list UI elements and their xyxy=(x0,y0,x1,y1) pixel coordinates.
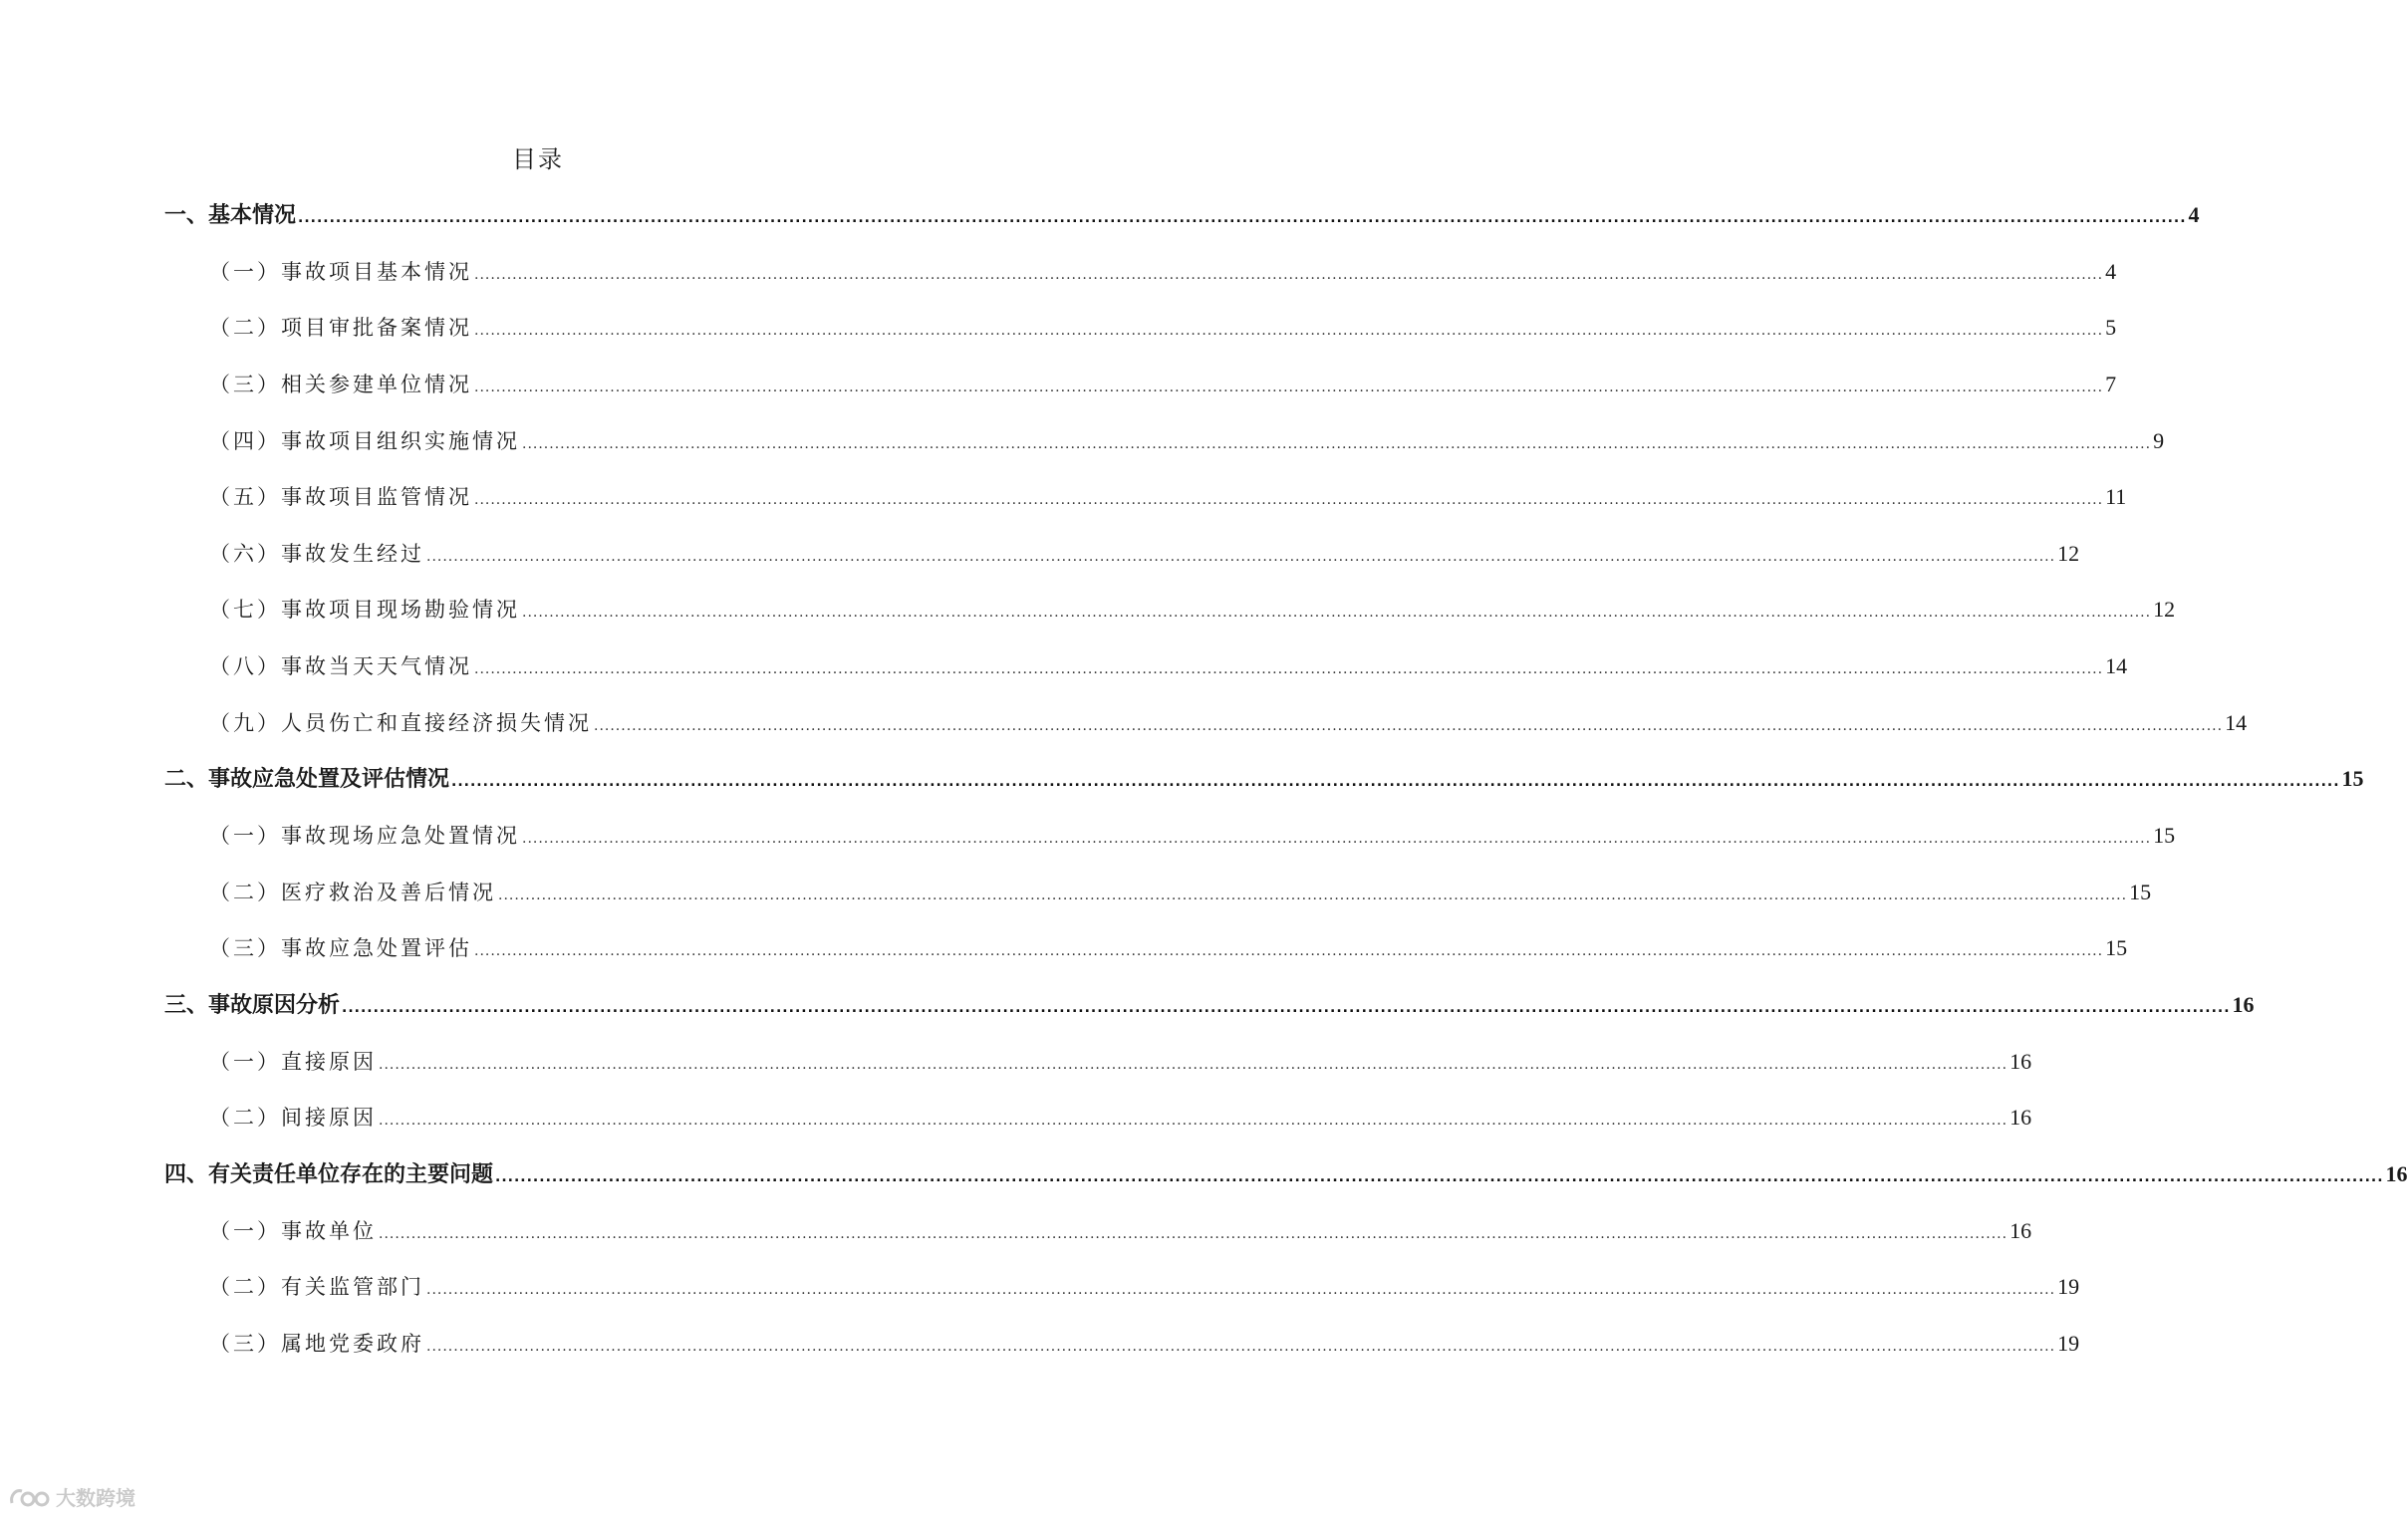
toc-section-entry[interactable] xyxy=(164,195,2200,252)
toc-leader-dots: ............................................................................................................................................................................................................................................................................................................ xyxy=(522,605,2152,622)
toc-leader-dots: ............................................................................................................................................................................................................................................................................................................ xyxy=(474,379,2104,395)
toc-page-number: 4 xyxy=(2188,202,2200,227)
toc-entry-text: （八）事故当天天气情况 xyxy=(209,654,472,679)
toc-subsection-entry[interactable] xyxy=(164,1042,2032,1099)
toc-entry-text: （一）直接原因 xyxy=(209,1049,377,1074)
toc-entry-text: 二、事故应急处置及评估情况 xyxy=(164,767,450,793)
toc-leader-dots: ............................................................................................................................................................................................................................................................................................................ xyxy=(594,717,2224,734)
toc-leader-dots: ............................................................................................................................................................................................................................................................................................................ xyxy=(426,1338,2056,1355)
toc-page-number: 12 xyxy=(2057,540,2080,566)
toc-page-number: 15 xyxy=(2153,823,2176,849)
toc-entry-text: （三）事故应急处置评估 xyxy=(209,936,472,961)
toc-leader-dots: ............................................................................................................................................................................................................................................................................................................ xyxy=(474,266,2104,283)
toc-entry-text: （二）项目审批备案情况 xyxy=(209,316,472,341)
toc-page-number: 5 xyxy=(2105,315,2117,341)
toc-subsection-entry[interactable] xyxy=(164,1324,2080,1381)
toc-page-number: 16 xyxy=(2009,1217,2032,1243)
toc-page-number: 19 xyxy=(2057,1274,2080,1300)
toc-entry-text: （一）事故单位 xyxy=(209,1218,377,1243)
toc-leader-dots: ............................................................................................................................................................................................................................................................................................................ xyxy=(451,774,2340,791)
toc-section-entry[interactable] xyxy=(164,1154,2408,1211)
toc-entry-text: （二）医疗救治及善后情况 xyxy=(209,880,496,904)
toc-subsection-entry[interactable] xyxy=(164,308,2117,365)
toc-leader-dots: ............................................................................................................................................................................................................................................................................................................ xyxy=(474,492,2104,509)
toc-leader-dots: ............................................................................................................................................................................................................................................................................................................ xyxy=(522,831,2152,848)
toc-page-number: 15 xyxy=(2341,766,2364,792)
toc-leader-dots: ............................................................................................................................................................................................................................................................................................................ xyxy=(379,1056,2008,1073)
toc-leader-dots: ............................................................................................................................................................................................................................................................................................................ xyxy=(298,210,2187,226)
toc-page-number: 16 xyxy=(2385,1160,2408,1186)
toc-leader-dots: ............................................................................................................................................................................................................................................................................................................ xyxy=(342,999,2231,1016)
toc-page-number: 4 xyxy=(2105,258,2117,284)
watermark xyxy=(8,1482,135,1511)
watermark-text: 大数跨境 xyxy=(56,1486,135,1510)
toc-leader-dots: ............................................................................................................................................................................................................................................................................................................ xyxy=(426,548,2056,565)
toc-subsection-entry[interactable] xyxy=(164,252,2117,309)
toc-page-number: 16 xyxy=(2009,1048,2032,1074)
toc-page-number: 7 xyxy=(2105,371,2117,396)
toc-page-number: 15 xyxy=(2105,935,2128,961)
brand-logo-icon xyxy=(8,1485,52,1509)
toc-entry-text: （七）事故项目现场勘验情况 xyxy=(209,598,520,623)
toc-title: 目录 xyxy=(512,145,564,173)
toc-entry-text: 一、基本情况 xyxy=(164,203,297,228)
toc-entry-text: （三）相关参建单位情况 xyxy=(209,372,472,396)
toc-leader-dots: ............................................................................................................................................................................................................................................................................................................ xyxy=(474,943,2104,960)
toc-entry-text: （三）属地党委政府 xyxy=(209,1331,424,1356)
toc-subsection-entry[interactable] xyxy=(164,1267,2080,1324)
toc-leader-dots: ............................................................................................................................................................................................................................................................................................................ xyxy=(498,887,2128,903)
toc-entry-text: （六）事故发生经过 xyxy=(209,541,424,566)
toc-page-number: 19 xyxy=(2057,1330,2080,1356)
toc-leader-dots: ............................................................................................................................................................................................................................................................................................................ xyxy=(379,1113,2008,1130)
toc-subsection-entry[interactable] xyxy=(164,646,2128,703)
toc-subsection-entry[interactable] xyxy=(164,365,2117,421)
toc-section-entry[interactable] xyxy=(164,985,2255,1042)
toc-leader-dots: ............................................................................................................................................................................................................................................................................................................ xyxy=(495,1168,2384,1185)
toc-entry-text: 四、有关责任单位存在的主要问题 xyxy=(164,1161,494,1187)
toc-page-number: 12 xyxy=(2153,597,2176,623)
toc-page-number: 16 xyxy=(2232,991,2255,1017)
toc-entry-text: （二）有关监管部门 xyxy=(209,1275,424,1300)
toc-leader-dots: ............................................................................................................................................................................................................................................................................................................ xyxy=(474,661,2104,678)
toc-section-entry[interactable] xyxy=(164,759,2364,816)
toc-subsection-entry[interactable] xyxy=(164,477,2127,534)
toc-subsection-entry[interactable] xyxy=(164,928,2128,985)
toc-entry-text: （五）事故项目监管情况 xyxy=(209,485,472,510)
toc-entry-text: （一）事故项目基本情况 xyxy=(209,259,472,284)
toc-page-number: 11 xyxy=(2105,484,2127,510)
toc-subsection-entry[interactable] xyxy=(164,1098,2032,1154)
toc-subsection-entry[interactable] xyxy=(164,816,2176,873)
toc-leader-dots: ............................................................................................................................................................................................................................................................................................................ xyxy=(474,323,2104,340)
toc-subsection-entry[interactable] xyxy=(164,421,2165,478)
toc-leader-dots: ............................................................................................................................................................................................................................................................................................................ xyxy=(379,1225,2008,1242)
toc-page-number: 14 xyxy=(2225,709,2248,735)
toc-leader-dots: ............................................................................................................................................................................................................................................................................................................ xyxy=(522,435,2152,452)
toc-entry-text: （二）间接原因 xyxy=(209,1106,377,1131)
toc-subsection-entry[interactable] xyxy=(164,590,2176,646)
toc-page-number: 14 xyxy=(2105,653,2128,679)
toc-subsection-entry[interactable] xyxy=(164,703,2248,760)
toc-leader-dots: ............................................................................................................................................................................................................................................................................................................ xyxy=(426,1282,2056,1299)
toc-entry-text: （四）事故项目组织实施情况 xyxy=(209,428,520,453)
toc-page-number: 9 xyxy=(2153,427,2165,453)
toc-subsection-entry[interactable] xyxy=(164,534,2080,591)
toc-list xyxy=(164,195,2408,1380)
toc-entry-text: （九）人员伤亡和直接经济损失情况 xyxy=(209,710,592,735)
toc-subsection-entry[interactable] xyxy=(164,1211,2032,1268)
toc-entry-text: 三、事故原因分析 xyxy=(164,992,341,1018)
toc-page-number: 16 xyxy=(2009,1105,2032,1131)
toc-entry-text: （一）事故现场应急处置情况 xyxy=(209,824,520,849)
toc-page-number: 15 xyxy=(2129,879,2152,904)
toc-subsection-entry[interactable] xyxy=(164,873,2152,929)
